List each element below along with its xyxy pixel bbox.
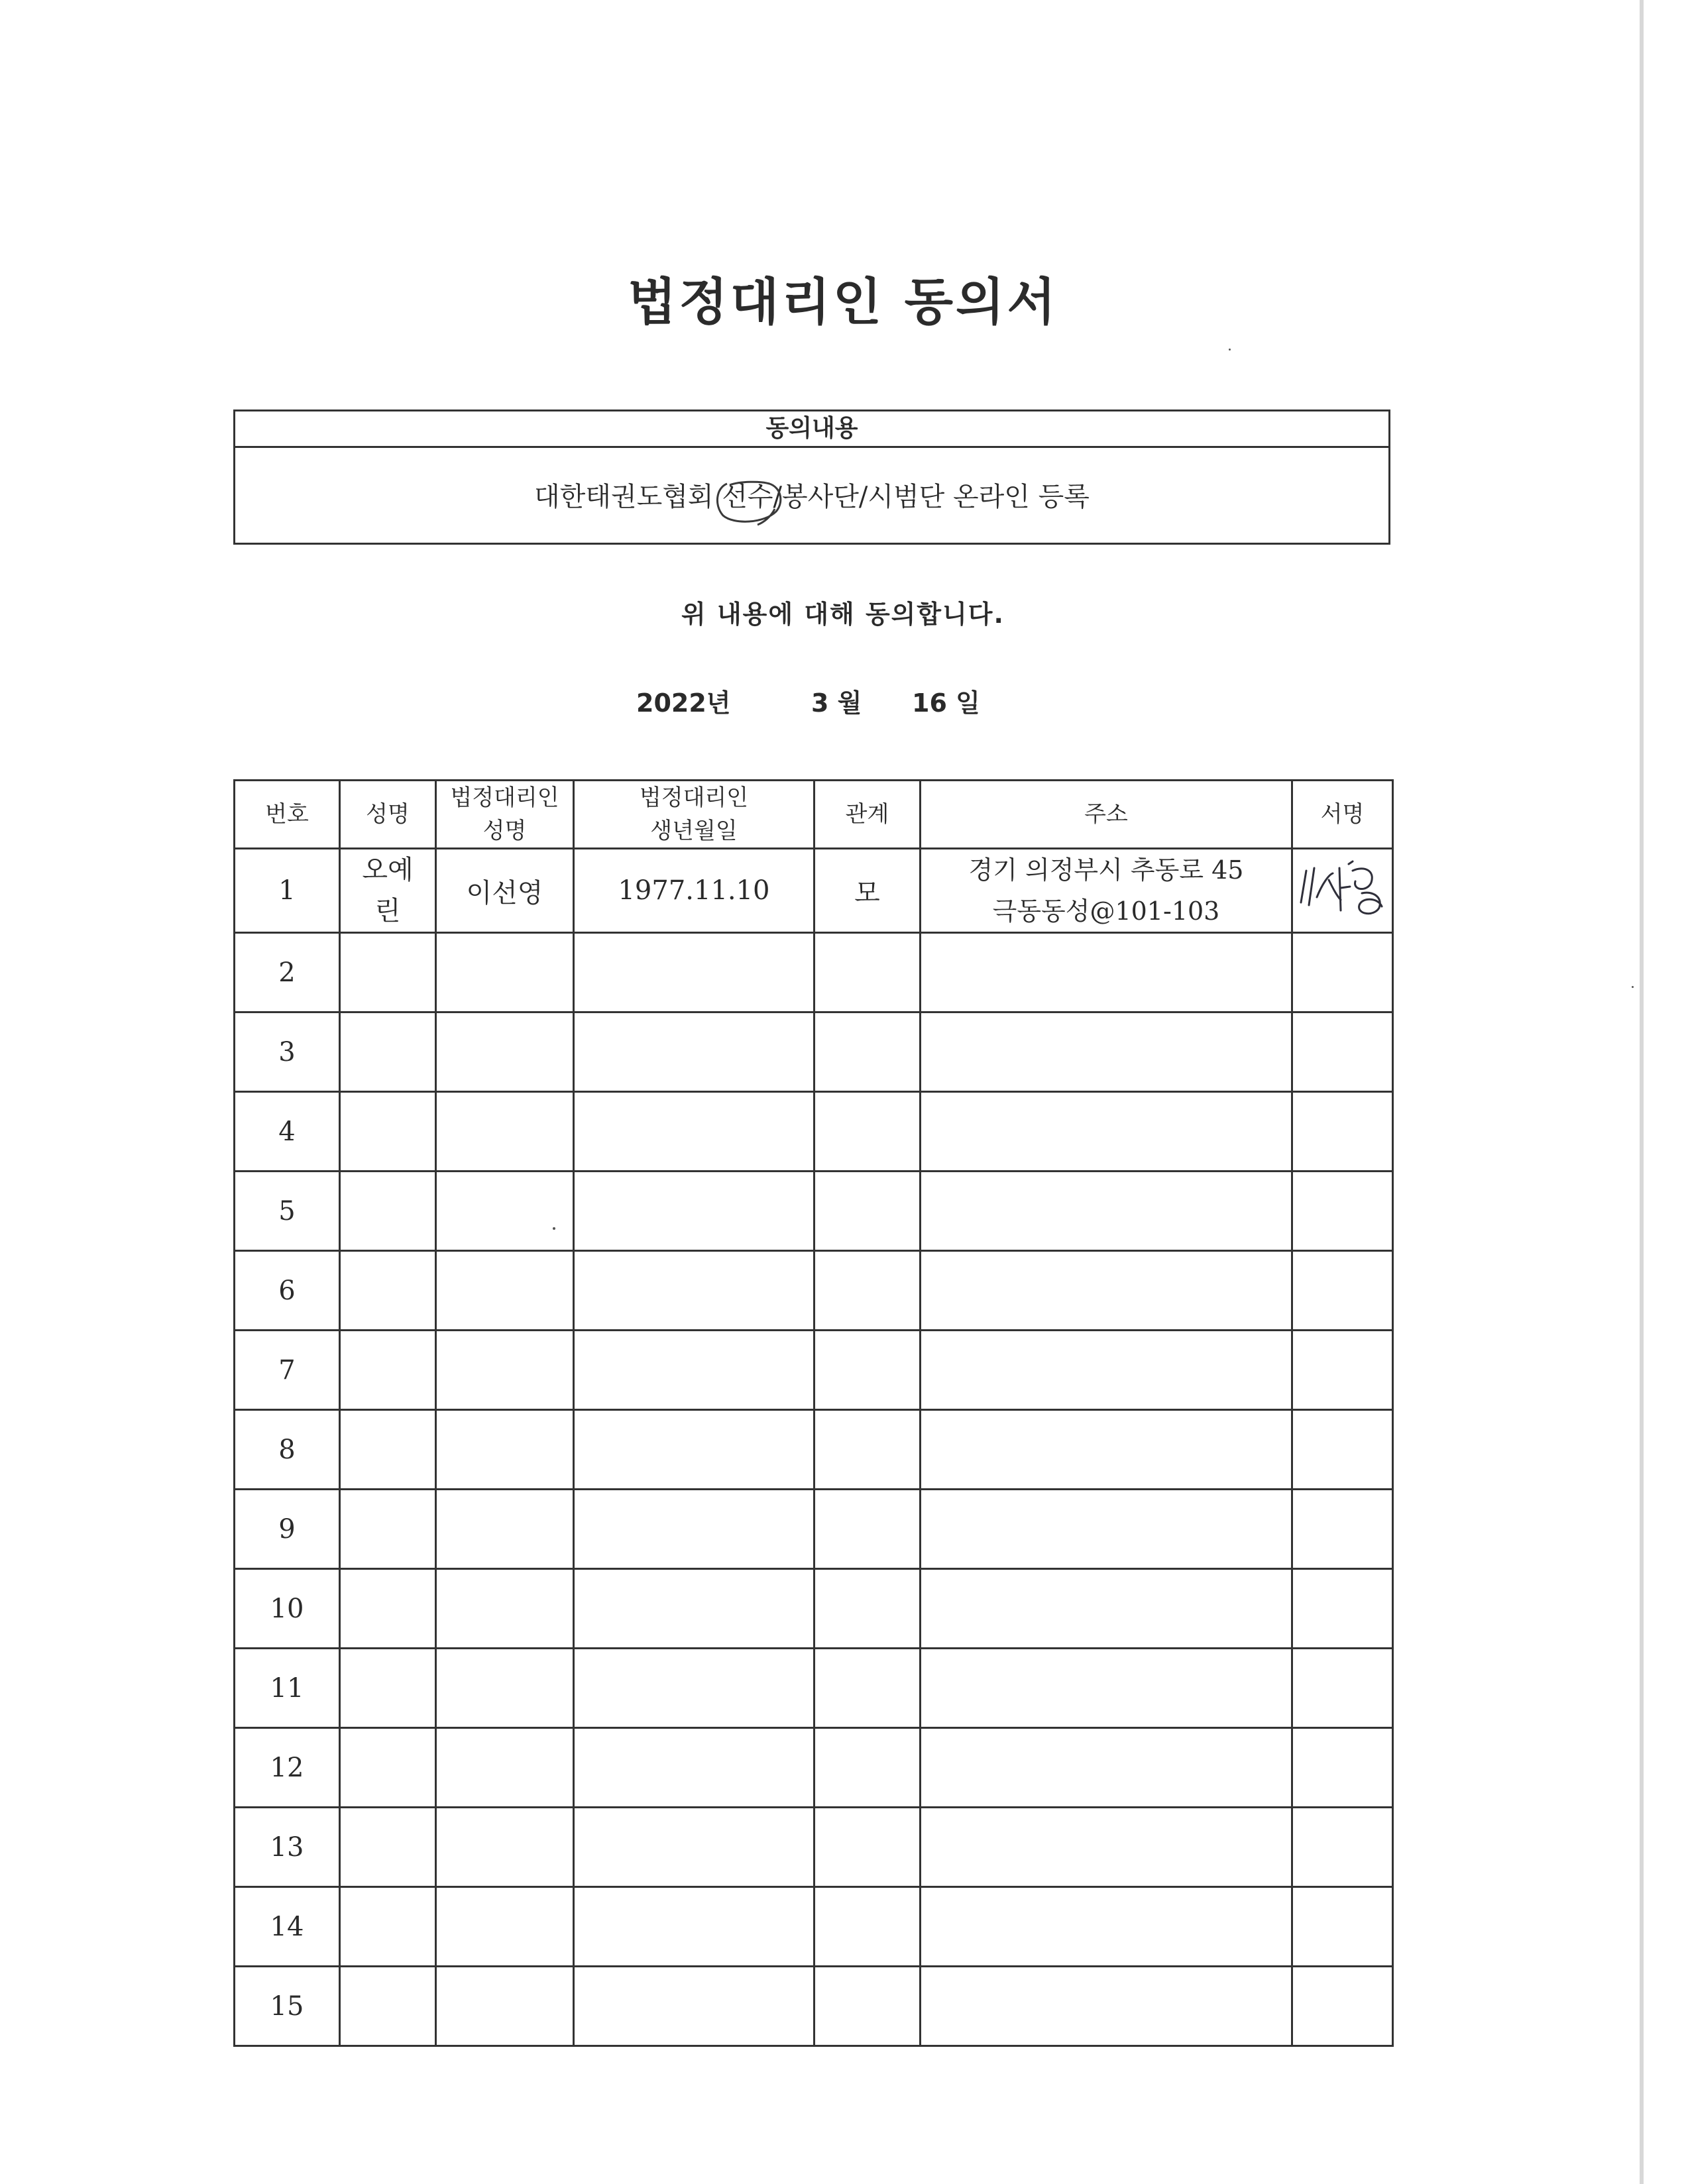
cell-no: 11 (235, 1649, 340, 1728)
cell-guardian-name (436, 1410, 574, 1490)
cell-guardian-birth (574, 1331, 815, 1410)
cell-name (340, 1012, 436, 1092)
cell-no: 7 (235, 1331, 340, 1410)
cell-signature (1292, 1490, 1393, 1569)
cell-guardian-name (436, 1728, 574, 1808)
cell-guardian-name (436, 1012, 574, 1092)
cell-relation (815, 1012, 921, 1092)
cell-guardian-birth (574, 933, 815, 1012)
header-guardian-birth-l2: 생년월일 (650, 818, 738, 844)
cell-signature (1292, 1172, 1393, 1251)
cell-name (340, 1887, 436, 1967)
cell-relation (815, 1251, 921, 1331)
consent-body (235, 448, 1388, 546)
cell-guardian-birth (574, 1012, 815, 1092)
cell-name (340, 1808, 436, 1887)
cell-guardian-birth (574, 1251, 815, 1331)
cell-name (340, 933, 436, 1012)
header-guardian-name-l1: 법정대리인 (450, 785, 559, 811)
cell-address (921, 1172, 1292, 1251)
table-row (235, 1808, 1393, 1887)
handwritten-signature (1293, 851, 1392, 924)
cell-name (340, 1728, 436, 1808)
cell-name (340, 1331, 436, 1410)
scan-speck (553, 1227, 555, 1230)
cell-relation (815, 1967, 921, 2046)
cell-relation (815, 1808, 921, 1887)
consent-header: 동의내용 (235, 411, 1388, 448)
cell-address-l1: 경기 의정부시 추동로 45 (968, 855, 1244, 885)
cell-address (921, 1251, 1292, 1331)
cell-name-l2: 린 (374, 896, 401, 926)
cell-address (921, 1967, 1292, 2046)
cell-address (921, 1808, 1292, 1887)
cell-no: 12 (235, 1728, 340, 1808)
cell-guardian-birth (574, 1967, 815, 2046)
cell-guardian-birth (574, 1808, 815, 1887)
cell-signature (1292, 849, 1393, 933)
cell-no: 1 (235, 849, 340, 933)
cell-guardian-birth (574, 1728, 815, 1808)
cell-relation (815, 1092, 921, 1172)
cell-signature (1292, 1728, 1393, 1808)
cell-no: 10 (235, 1569, 340, 1649)
table-row (235, 1887, 1393, 1967)
cell-relation: 모 (815, 849, 921, 933)
cell-address (921, 1490, 1292, 1569)
consent-circled-option (722, 448, 773, 546)
table-row (235, 1967, 1393, 2046)
cell-guardian-name (436, 1967, 574, 2046)
cell-relation (815, 1569, 921, 1649)
agree-statement: 위 내용에 대해 동의합니다. (681, 600, 1005, 629)
cell-address (921, 1092, 1292, 1172)
date-year: 2022년 (636, 688, 731, 718)
table-row (235, 1172, 1393, 1251)
cell-name (340, 1490, 436, 1569)
cell-guardian-birth (574, 1490, 815, 1569)
consent-suffix: /봉사단/시범단 온라인 등록 (773, 482, 1090, 512)
cell-no: 14 (235, 1887, 340, 1967)
table-row (235, 1251, 1393, 1331)
cell-relation (815, 1331, 921, 1410)
cell-name (340, 1649, 436, 1728)
cell-guardian-name (436, 1649, 574, 1728)
cell-guardian-name (436, 1887, 574, 1967)
cell-guardian-name (436, 1490, 574, 1569)
cell-relation (815, 1172, 921, 1251)
cell-name (340, 849, 436, 933)
cell-signature (1292, 1092, 1393, 1172)
cell-guardian-birth (574, 1410, 815, 1490)
cell-signature (1292, 1569, 1393, 1649)
cell-signature (1292, 1649, 1393, 1728)
cell-guardian-name (436, 1092, 574, 1172)
cell-relation (815, 1490, 921, 1569)
cell-name (340, 1569, 436, 1649)
table-header-row (235, 781, 1393, 849)
scan-speck (1632, 986, 1634, 988)
header-guardian-birth (574, 781, 815, 849)
table-row (235, 1092, 1393, 1172)
header-guardian-name (436, 781, 574, 849)
cell-guardian-name (436, 1808, 574, 1887)
cell-guardian-birth (574, 1092, 815, 1172)
cell-signature (1292, 1331, 1393, 1410)
cell-relation (815, 1887, 921, 1967)
header-no: 번호 (235, 781, 340, 849)
cell-address (921, 1410, 1292, 1490)
cell-guardian-name: 이선영 (436, 849, 574, 933)
cell-no: 4 (235, 1092, 340, 1172)
cell-no: 15 (235, 1967, 340, 2046)
date-day: 16 일 (912, 688, 980, 718)
cell-signature (1292, 933, 1393, 1012)
cell-guardian-birth (574, 1172, 815, 1251)
cell-relation (815, 1728, 921, 1808)
cell-address (921, 1569, 1292, 1649)
table-row (235, 933, 1393, 1012)
cell-address (921, 1887, 1292, 1967)
table-row (235, 1410, 1393, 1490)
cell-guardian-name (436, 1331, 574, 1410)
cell-address (921, 1728, 1292, 1808)
table-row (235, 1012, 1393, 1092)
cell-address (921, 933, 1292, 1012)
table-row (235, 1569, 1393, 1649)
cell-guardian-birth (574, 1649, 815, 1728)
header-guardian-name-l2: 성명 (482, 818, 527, 844)
cell-no: 3 (235, 1012, 340, 1092)
cell-address (921, 1012, 1292, 1092)
consent-circled-text: 선수 (722, 482, 773, 512)
table-row (235, 1649, 1393, 1728)
cell-no: 9 (235, 1490, 340, 1569)
cell-guardian-birth (574, 1887, 815, 1967)
cell-name (340, 1092, 436, 1172)
cell-relation (815, 1649, 921, 1728)
table-row (235, 849, 1393, 933)
cell-guardian-name (436, 1172, 574, 1251)
cell-name (340, 1410, 436, 1490)
header-guardian-birth-l1: 법정대리인 (639, 785, 749, 811)
cell-signature (1292, 1967, 1393, 2046)
cell-guardian-birth (574, 1569, 815, 1649)
guardian-roster-table (233, 779, 1394, 2047)
cell-address (921, 1649, 1292, 1728)
cell-no: 5 (235, 1172, 340, 1251)
cell-relation (815, 1410, 921, 1490)
cell-address (921, 849, 1292, 933)
scan-speck (1229, 349, 1231, 351)
cell-no: 6 (235, 1251, 340, 1331)
table-row (235, 1331, 1393, 1410)
consent-box (233, 410, 1390, 545)
cell-guardian-birth: 1977.11.10 (574, 849, 815, 933)
cell-no: 2 (235, 933, 340, 1012)
cell-signature (1292, 1251, 1393, 1331)
cell-guardian-name (436, 1569, 574, 1649)
header-signature: 서명 (1292, 781, 1393, 849)
cell-address-l2: 극동동성@101-103 (992, 897, 1220, 926)
consent-prefix: 대한태권도협회 (534, 482, 722, 512)
cell-name-l1: 오예 (362, 855, 414, 885)
cell-signature (1292, 1808, 1393, 1887)
page-title: 법정대리인 동의서 (628, 272, 1058, 331)
cell-guardian-name (436, 933, 574, 1012)
cell-signature (1292, 1410, 1393, 1490)
cell-name (340, 1251, 436, 1331)
cell-name (340, 1967, 436, 2046)
cell-name (340, 1172, 436, 1251)
cell-no: 13 (235, 1808, 340, 1887)
date-month: 3 월 (811, 688, 862, 718)
header-name: 성명 (340, 781, 436, 849)
table-row (235, 1728, 1393, 1808)
cell-no: 8 (235, 1410, 340, 1490)
cell-guardian-name (436, 1251, 574, 1331)
header-address: 주소 (921, 781, 1292, 849)
cell-address (921, 1331, 1292, 1410)
table-row (235, 1490, 1393, 1569)
cell-signature (1292, 1887, 1393, 1967)
header-relation: 관계 (815, 781, 921, 849)
cell-signature (1292, 1012, 1393, 1092)
cell-relation (815, 933, 921, 1012)
